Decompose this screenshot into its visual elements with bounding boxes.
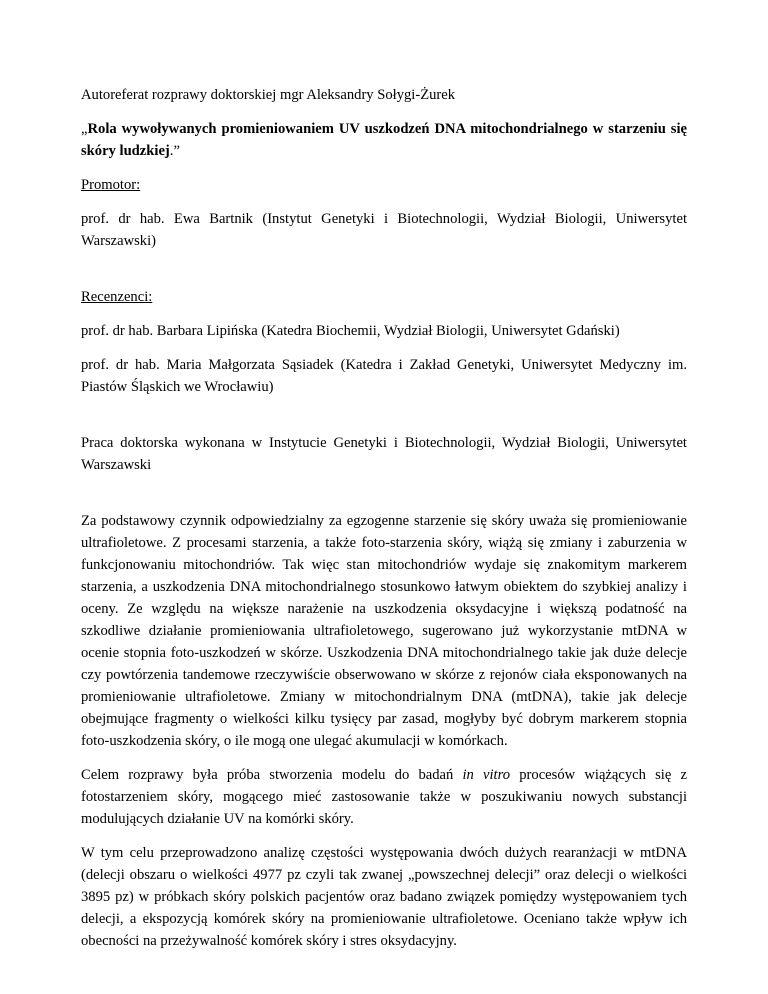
title-open-quote: „	[81, 121, 88, 137]
document-header: Autoreferat rozprawy doktorskiej mgr Aleksandry Sołygi-Żurek	[81, 87, 456, 103]
thesis-title	[81, 118, 687, 162]
paragraph-2-start: Celem rozprawy była próba stworzenia modelu do badań	[81, 767, 463, 783]
abstract-paragraph-3: W tym celu przeprowadzono analizę częstości występowania dwóch dużych rearanżacji w mtDNA (delecji obszaru o wielkości 4977 pz czyli tak zwanej „powszechnej delecji” oraz delecji o wielkości 3895 pz) w próbkach skóry polskich pacjentów oraz badano związek pomiędzy występowaniem tych delecji, a ekspozycją komórek skóry na promieniowanie ultrafioletowe. Oceniano także wpływ ich obecności na przeżywalność komórek skóry i stres oksydacyjny.	[81, 845, 687, 949]
abstract-paragraph-1: Za podstawowy czynnik odpowiedzialny za egzogenne starzenie się skóry uważa się promieniowanie ultrafioletowe. Z procesami starzenia, a także foto-starzenia skóry, wiążą się zmiany i zaburzenia w funkcjonowaniu mitochondriów. Tak więc stan mitochondriów wydaje się znakomitym markerem starzenia, a uszkodzenia DNA mitochondrialnego stosunkowo łatwym obiektem do szybkiej analizy i oceny. Ze względu na większe narażenie na uszkodzenia oksydacyjne i większą podatność na szkodliwe działanie promieniowania ultrafioletowego, sugerowano już wykorzystanie mtDNA w ocenie stopnia foto-uszkodzeń w skórze. Uszkodzenia DNA mitochondrialnego takie jak duże delecje czy powtórzenia tandemowe rzeczywiście obserwowano w skórze z rejonów ciała eksponowanych na promieniowanie ultrafioletowe. Zmiany w mitochondrialnym DNA (mtDNA), takie jak delecje obejmujące fragmenty o wielkości kilku tysięcy par zasad, mogłyby być dobrym markerem stopnia foto-uszkodzenia skóry, o ile mogą one ulegać akumulacji w komórkach.	[81, 513, 687, 749]
abstract-paragraph-2	[81, 764, 687, 830]
spacer	[81, 264, 687, 286]
spacer	[81, 488, 687, 510]
institution-text: Praca doktorska wykonana w Instytucie Genetyki i Biotechnologii, Wydział Biologii, Uniwersytet Warszawski	[81, 435, 687, 473]
reviewer-1: prof. dr hab. Barbara Lipińska (Katedra Biochemii, Wydział Biologii, Uniwersytet Gdański)	[81, 323, 620, 339]
title-bold-text: Rola wywoływanych promieniowaniem UV uszkodzeń DNA mitochondrialnego w starzeniu się skóry ludzkiej	[81, 121, 687, 159]
paragraph-2-italic: in vitro	[462, 767, 511, 783]
document-page	[81, 84, 687, 964]
promotor-label: Promotor:	[81, 177, 141, 193]
title-close-quote: .”	[169, 143, 180, 159]
reviewers-label: Recenzenci:	[81, 289, 153, 305]
spacer	[81, 410, 687, 432]
promotor-text: prof. dr hab. Ewa Bartnik (Instytut Genetyki i Biotechnologii, Wydział Biologii, Uniwersytet Warszawski)	[81, 211, 687, 249]
reviewer-2: prof. dr hab. Maria Małgorzata Sąsiadek (Katedra i Zakład Genetyki, Uniwersytet Medyczny im. Piastów Śląskich we Wrocławiu)	[81, 357, 687, 395]
paragraph-2-end: procesów wiążących się z fotostarzeniem skóry, mogącego mieć zastosowanie także w poszukiwaniu nowych substancji modulujących działanie UV na komórki skóry.	[81, 767, 687, 827]
